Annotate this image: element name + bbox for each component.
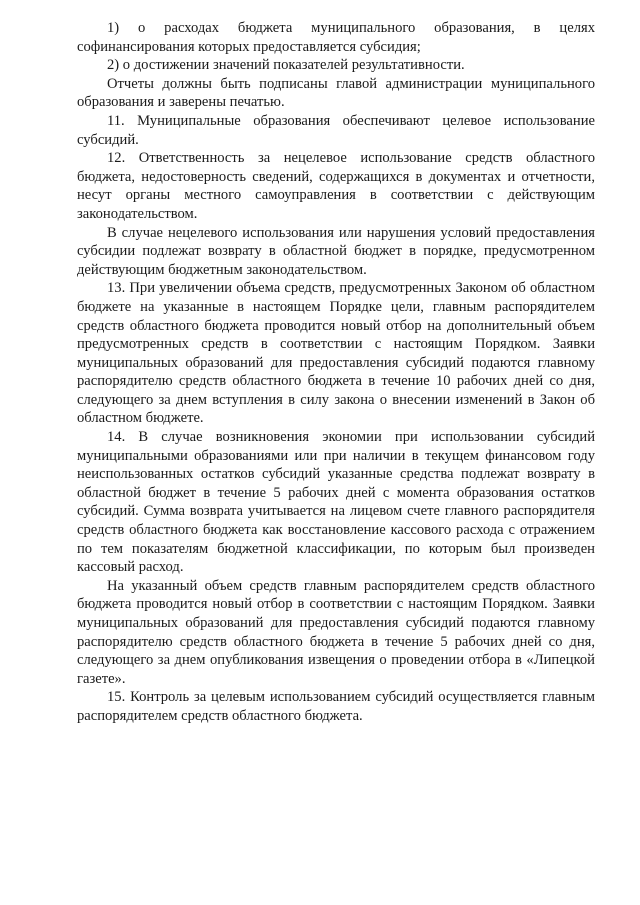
paragraph-12-responsibility: 12. Ответственность за нецелевое использование средств областного бюджета, недостоверность сведений, содержащихся в документах и отчетности, несут органы местного самоуправления в соответствии с действующим законодательством. — [77, 150, 595, 222]
paragraph-13-additional-selection: 13. При увеличении объема средств, предусмотренных Законом об областном бюджете на указанные в настоящем Порядке цели, главным распорядителем средств областного бюджета проводится новый отбор на дополнительный объем предусмотренных средств в соответствии с настоящим Порядком. Заявки муниципальных образований для предоставления субсидий подаются главному распорядителю средств областного бюджета в течение 10 рабочих дней со дня, следующего за днем вступления в силу закона о внесении изменений в Закон об областном бюджете. — [77, 280, 595, 427]
paragraph-new-selection: На указанный объем средств главным распорядителем средств областного бюджета проводится новый отбор в соответствии с настоящим Порядком. Заявки муниципальных образований для предоставления субсидий подаются главному распорядителю средств областного бюджета в течение 5 рабочих дней со дня, следующего за днем опубликования извещения о проведении отбора в «Липецкой газете». — [77, 577, 595, 687]
paragraph-15-control: 15. Контроль за целевым использованием субсидий осуществляется главным распорядителем средств областного бюджета. — [77, 689, 595, 724]
paragraph-report-indicators: 2) о достижении значений показателей результативности. — [107, 57, 465, 74]
paragraph-11-targeted-use: 11. Муниципальные образования обеспечивают целевое использование субсидий. — [77, 112, 595, 148]
paragraph-report-signing: Отчеты должны быть подписаны главой администрации муниципального образования и заверены печатью. — [77, 75, 595, 111]
paragraph-report-expenses: 1) о расходах бюджета муниципального образования, в целях софинансирования которых предоставляется субсидия; — [77, 20, 595, 55]
paragraph-misuse-return: В случае нецелевого использования или нарушения условий предоставления субсидии подлежат возврату в областной бюджет в порядке, предусмотренном действующим бюджетным законодательством. — [77, 224, 595, 278]
paragraph-14-savings-return: 14. В случае возникновения экономии при использовании субсидий муниципальными образованиями или при наличии в текущем финансовом году неиспользованных остатков субсидий указанные средства подлежат возврату в областной бюджет в течение 5 рабочих дней с момента образования остатков субсидий. Сумма возврата учитывается на лицевом счете главного распорядителя средств областного бюджета как восстановление кассового расхода с отражением по тем показателям бюджетной классификации, по которым был произведен кассовый расход. — [77, 429, 595, 576]
document-page — [77, 19, 595, 726]
